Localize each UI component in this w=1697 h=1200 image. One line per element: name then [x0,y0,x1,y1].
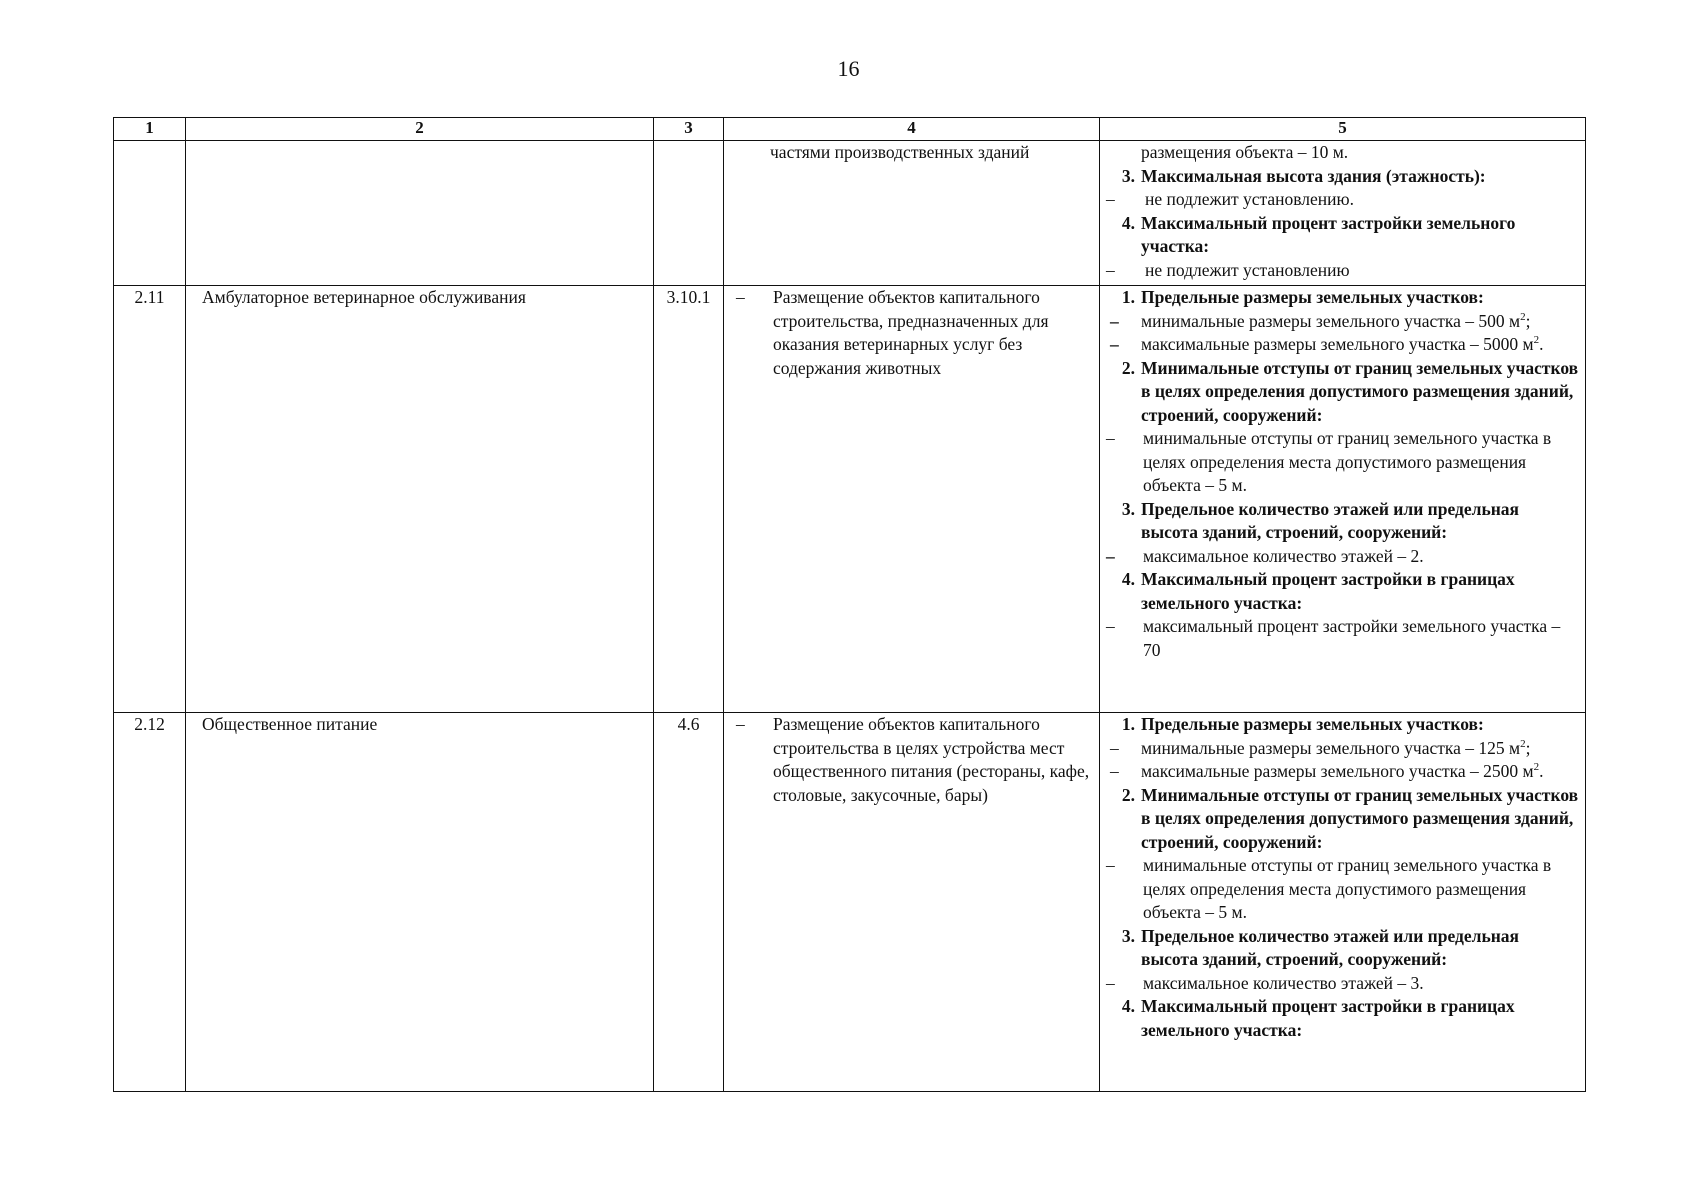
parameter-heading: 4. Максимальный процент застройки в границах земельного участка: [1121,569,1515,613]
use-description-cell [724,286,1100,713]
parameter-bullet: – максимальный процент застройки земельного участка – 70 [1106,616,1561,660]
use-code-cell [654,141,724,286]
page-number: 16 [837,56,860,81]
use-description-cell [724,141,1100,286]
parameter-bullet: – максимальные размеры земельного участка – 2500 $м^2$. [1110,761,1544,781]
description-item: – Размещение объектов капитального строительства, предназначенных для оказания ветеринарных услуг без содержания животных [736,287,1049,378]
parameters-cell [1100,286,1586,713]
parameter-bullet: – максимальное количество этажей – 2. [1106,545,1424,566]
parameter-bullet: – не подлежит установлению [1106,259,1350,280]
parameter-bullet: – минимальные размеры земельного участка – 125 $м^2$; [1110,737,1531,758]
description-text: частями производственных зданий [770,142,1030,162]
table-row [114,713,1586,1092]
use-name-cell: Общественное питание [186,713,654,1092]
parameter-bullet: – максимальное количество этажей – 3. [1106,972,1424,993]
parameter-heading: 4. Максимальный процент застройки земельного участка: [1121,212,1516,256]
parameter-heading: 2. Минимальные отступы от границ земельных участков в целях определения допустимого размещения зданий, строений, сооружений: [1121,357,1579,425]
regulations-table [113,117,1586,1092]
use-code-cell: 3.10.1 [654,286,724,713]
parameter-bullet: – максимальные размеры земельного участка – 5000 $м^2$. [1110,334,1544,354]
parameter-bullet: – не подлежит установлению. [1106,189,1354,209]
use-code-cell: 4.6 [654,713,724,1092]
parameter-heading: 3. Предельное количество этажей или предельная высота зданий, строений, сооружений: [1121,498,1520,542]
parameter-heading: 3. Максимальная высота здания (этажность): [1121,165,1486,186]
parameter-heading: 2. Минимальные отступы от границ земельных участков в целях определения допустимого размещения зданий, строений, сооружений: [1121,784,1579,852]
parameter-heading: 1. Предельные размеры земельных участков: [1121,287,1484,307]
parameters-cell [1100,713,1586,1092]
parameter-bullet: – минимальные отступы от границ земельного участка в целях определения места допустимого размещения объекта – 5 м. [1106,855,1552,922]
column-header: 5 [1100,118,1586,141]
parameter-bullet: – минимальные размеры земельного участка – 500 $м^2$; [1110,310,1531,331]
parameters-cell [1100,141,1586,286]
row-number-cell [114,141,186,286]
table-row [114,286,1586,713]
table-row [114,141,1586,286]
column-header: 1 [114,118,186,141]
column-header: 3 [654,118,724,141]
description-item: – Размещение объектов капитального строительства в целях устройства мест общественного питания (рестораны, кафе, столовые, закусочные, бары) [736,714,1090,805]
column-header: 4 [724,118,1100,141]
use-name-cell [186,141,654,286]
row-number-cell: 2.11 [114,286,186,713]
table-header-row [114,118,1586,141]
parameter-heading: 4. Максимальный процент застройки в границах земельного участка: [1121,996,1515,1040]
use-description-cell [724,713,1100,1092]
parameter-heading: 3. Предельное количество этажей или предельная высота зданий, строений, сооружений: [1121,925,1520,969]
parameter-heading: 1. Предельные размеры земельных участков: [1121,714,1484,734]
parameter-bullet: – минимальные отступы от границ земельного участка в целях определения места допустимого размещения объекта – 5 м. [1106,428,1552,495]
row-number-cell: 2.12 [114,713,186,1092]
column-header: 2 [186,118,654,141]
parameter-bullet-text: размещения объекта – 10 м. [1141,142,1349,162]
use-name-cell: Амбулаторное ветеринарное обслуживания [186,286,654,713]
